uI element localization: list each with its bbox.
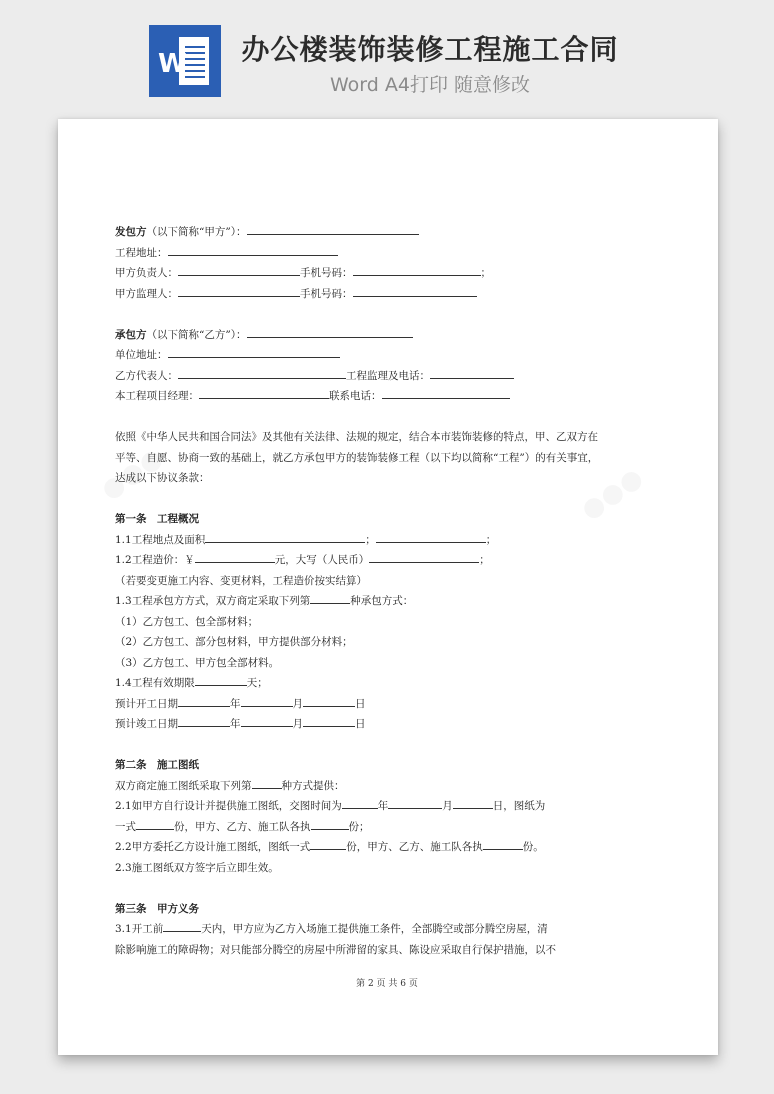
article-1-title: 第一条 工程概况 <box>115 513 199 525</box>
party-a-address: 工程地址： <box>115 243 605 264</box>
art2-line4: 2.2甲方委托乙方设计施工图纸，图纸一式 份，甲方、乙方、施工队各执 份。 <box>115 837 605 858</box>
art1-option1: （1）乙方包工、包全部材料； <box>115 615 259 628</box>
page-number: 第 2 页 共 6 页 <box>356 979 418 989</box>
art2-line1: 双方商定施工图纸采取下列第 种方式提供： <box>115 776 605 797</box>
art1-option3: （3）乙方包工、甲方包全部材料。 <box>115 656 280 669</box>
art1-line5: 1.4工程有效期限 天； <box>115 673 605 694</box>
article-3-title: 第三条 甲方义务 <box>115 902 199 915</box>
word-icon <box>149 25 221 97</box>
art3-line1: 3.1开工前 天内，甲方应为乙方入场施工提供施工条件，全部腾空或部分腾空房屋，清 <box>115 919 605 940</box>
art2-line5: 2.3施工图纸双方签字后立即生效。 <box>115 861 279 874</box>
art1-line3: （若要变更施工内容、变更材料，工程造价按实结算） <box>115 574 367 587</box>
document-body <box>115 222 605 960</box>
art1-line2: 1.2工程造价：￥ 元，大写（人民币） ； <box>115 550 605 571</box>
document-title: 办公楼装饰装修工程施工合同 <box>241 33 619 66</box>
party-b-address: 单位地址： <box>115 345 605 366</box>
art1-line1: 1.1工程地点及面积 ； ； <box>115 530 605 551</box>
intro-paragraph: 依照《中华人民共和国合同法》及其他有关法律、法规的规定，结合本市装饰装修的特点，甲、乙双方在平等、自愿、协商一致的基础上，就乙方承包甲方的装饰装修工程（以下均以简称“工程”）的有关事宜，达成以下协议条款： <box>115 431 599 484</box>
document-subtitle: Word A4打印 随意修改 <box>329 74 530 96</box>
party-b-rep: 乙方代表人： 工程监理及电话： <box>115 366 605 387</box>
party-b-line: 承包方（以下简称“乙方”）： <box>115 325 605 346</box>
art2-line3: 一式 份，甲方、乙方、施工队各执 份； <box>115 817 605 838</box>
party-b-manager: 本工程项目经理： 联系电话： <box>115 386 605 407</box>
article-2-title: 第二条 施工图纸 <box>115 759 199 771</box>
art1-end-date: 预计竣工日期 年 月 日 <box>115 714 605 735</box>
art3-line2: 除影响施工的障碍物；对只能部分腾空的房屋中所滞留的家具、陈设应采取自行保护措施，以不 <box>115 943 556 956</box>
party-a-supervisor: 甲方监理人： 手机号码： <box>115 284 605 305</box>
party-a-person: 甲方负责人： 手机号码： ； <box>115 263 605 284</box>
art2-line2: 2.1如甲方自行设计并提供施工图纸，交图时间为 年 月 日，图纸为 <box>115 796 605 817</box>
art1-start-date: 预计开工日期 年 月 日 <box>115 694 605 715</box>
header <box>0 0 774 110</box>
art1-option2: （2）乙方包工、部分包材料，甲方提供部分材料； <box>115 636 353 648</box>
svg-text:W: W <box>158 49 187 79</box>
party-a-line: 发包方（以下简称“甲方”）： <box>115 222 605 243</box>
art1-line4: 1.3工程承包方方式，双方商定采取下列第 种承包方式： <box>115 591 605 612</box>
